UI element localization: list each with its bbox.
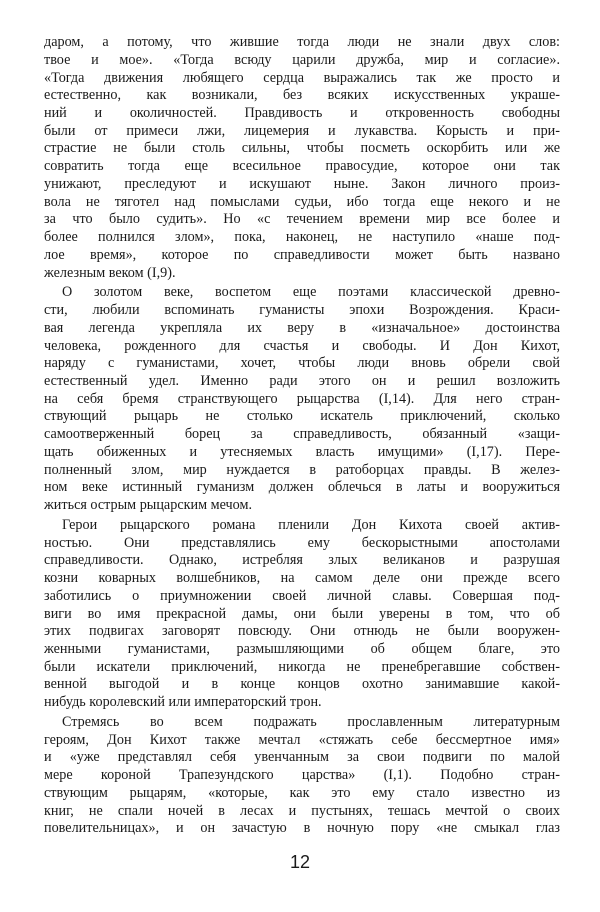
text-line: ний и околичностей. Правдивость и откровенность свободны — [44, 104, 560, 121]
text-line: козни коварных волшебников, на самом деле они прежде всего — [44, 570, 560, 586]
text-line: наряду с гуманистами, хочет, чтобы люди вновь обрели свой — [44, 355, 560, 372]
text-line: самоотверженный борец за справедливость, обязанный «защи- — [44, 426, 560, 443]
text-line: «Тогда движения любящего сердца выражались так же просто и — [44, 69, 560, 86]
text-line: ствующим рыцарям, «которые, как это ему стало известно из — [44, 784, 560, 801]
text-line: Стремясь во всем подражать прославленным литературным — [62, 713, 560, 730]
text-line: заботились о приумножении своей личной славы. Совершая под- — [44, 587, 560, 604]
text-line: венной выгодой и в конце концов охотно занимавшие какой- — [44, 676, 560, 693]
text-line: житься острым рыцарским мечом. — [44, 497, 253, 514]
text-line: за что было судить». Но «с течением времени мир все более и — [44, 211, 560, 228]
text-line: вая легенда укрепляла их веру в «изначальное» достоинства — [44, 319, 560, 336]
text-line: были от примеси лжи, лицемерия и лукавства. Корысть и при- — [44, 122, 560, 139]
text-line: мере короной Трапезундского царства» (I,1). Подобно стран- — [44, 767, 560, 784]
text-line: более полнился злом», пока, наконец, не наступило «наше под- — [44, 229, 560, 246]
text-line: даром, а потому, что жившие тогда люди не знали двух слов: — [44, 34, 560, 50]
text-line: ствующий рыцарь не столько искатель приключений, сколько — [44, 408, 560, 425]
text-line: героям, Дон Кихот также мечтал «стяжать себе бессмертное имя» — [44, 731, 560, 748]
text-line: человека, рожденного для счастья и свободы. И Дон Кихот, — [44, 337, 560, 354]
text-line: нибудь королевский или императорский трон. — [44, 694, 322, 711]
text-line: Герои рыцарского романа пленили Дон Кихота своей актив- — [62, 516, 560, 533]
text-line: и «уже представлял себя увенчанным за свои подвиги по малой — [44, 749, 560, 766]
text-line: естественно, как возникали, без всяких искусственных украше- — [44, 87, 560, 104]
text-line: виги во имя прекрасной дамы, они были уверены в том, что об — [44, 605, 560, 622]
text-line: лое время», которое по справедливости может быть названо — [44, 246, 560, 263]
text-line: были искатели приключений, никогда не пренебрегавшие собствен- — [44, 658, 560, 675]
text-line: этих подвигах заговорят повсюду. Они отнюдь не были вооружен- — [44, 623, 560, 640]
text-line: щать обиженных и утесняемых власть имущими» (I,17). Пере- — [44, 443, 560, 460]
text-line: О золотом веке, воспетом еще поэтами классической древно- — [62, 284, 560, 301]
text-line: ностью. Они представлялись ему бескорыстными апостолами — [44, 534, 560, 551]
text-line: справедливости. Однако, истребляя злых великанов и разрушая — [44, 552, 560, 569]
text-line: ном веке истинный гуманизм должен облечься в латы и вооружиться — [44, 479, 560, 496]
text-line: совратить тогда еще всесильное правосудие, которое они так — [44, 158, 560, 175]
text-line: на себя бремя странствующего рыцарства (I,14). Для него стран- — [44, 390, 560, 407]
text-line: вола не тяготел над помыслами судьи, ибо тогда еще некого и не — [44, 193, 560, 210]
text-line: страстие не были столь сильны, чтобы посметь оскорбить или же — [44, 140, 560, 157]
page-number: 12 — [289, 852, 311, 872]
text-line: твое и мое». «Тогда всюду царили дружба, мир и согласие». — [44, 51, 560, 68]
text-line: книг, не спали ночей в лесах и пустынях, тешась мечтой о своих — [44, 802, 560, 819]
text-line: полненный злом, мир нуждается в ратоборцах правды. В желез- — [44, 461, 560, 478]
text-line: сти, любили вспоминать гуманисты эпохи Возрождения. Краси- — [44, 302, 560, 318]
text-line: унижают, преследуют и искушают ныне. Закон личного произ- — [44, 175, 560, 192]
text-line: железным веком (I,9). — [44, 264, 176, 281]
text-line: повелительницах», и он зачастую в ночную пору «не смыкал глаз — [44, 820, 560, 837]
text-line: женными гуманистами, размышляющими об общем благе, это — [44, 640, 560, 657]
text-line: естественный удел. Именно ради этого он и решил возложить — [44, 372, 560, 389]
